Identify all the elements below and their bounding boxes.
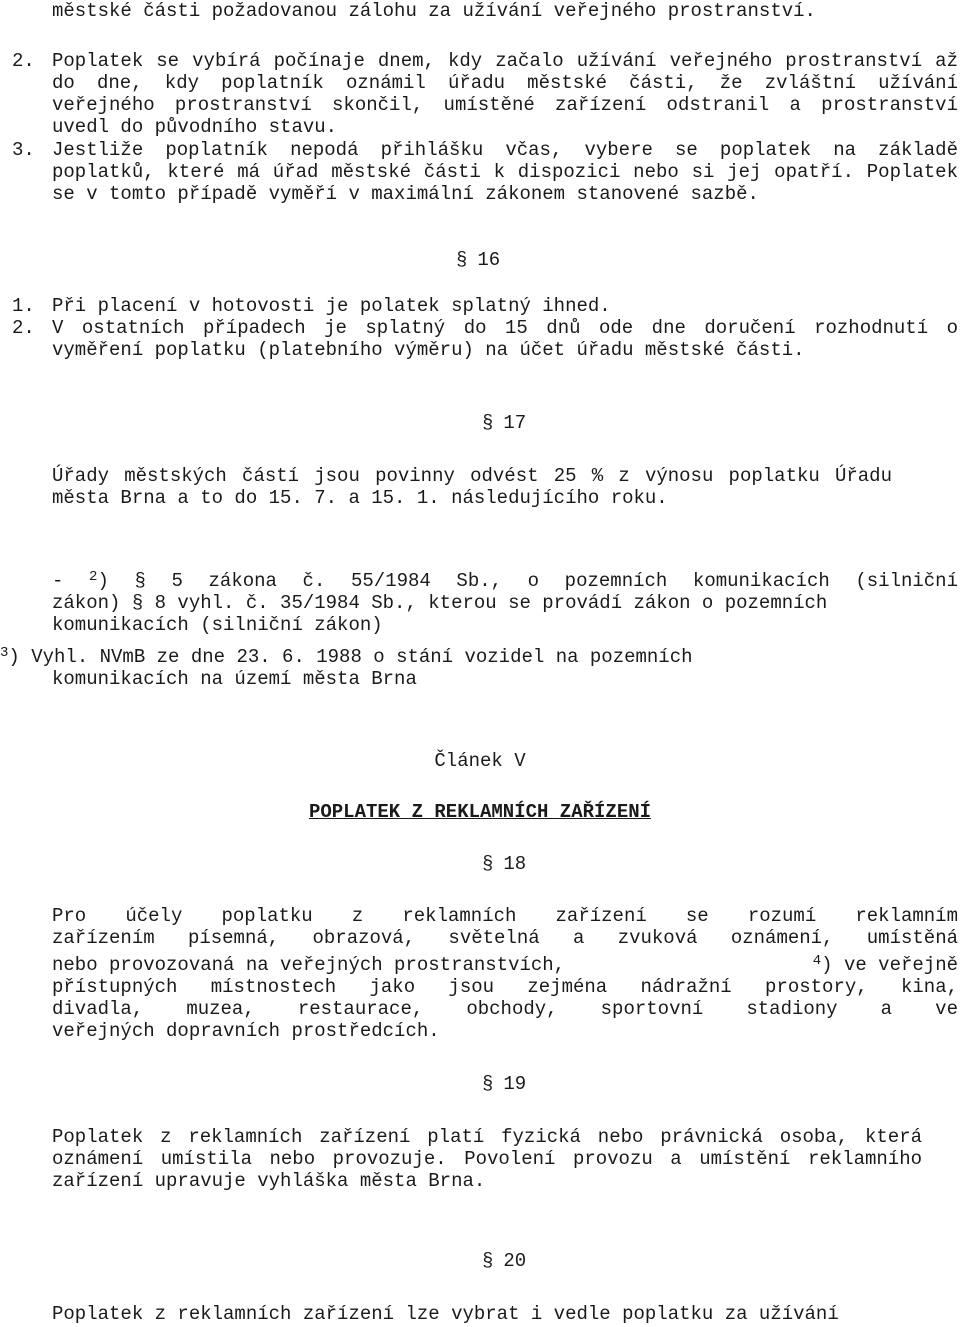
- footnote-line: zákon) § 8 vyhl. č. 35/1984 Sb., kterou se provádí zákon o pozemních: [52, 592, 828, 614]
- section-16-paragraph-2: [12, 317, 958, 361]
- paragraph-number: 2.: [12, 317, 35, 339]
- section-number: 17: [503, 412, 527, 434]
- paragraph-3: [12, 139, 958, 205]
- section-number: 18: [503, 853, 527, 875]
- paragraph-number: 2.: [12, 50, 35, 72]
- footnote-line: komunikacích na území města Brna: [52, 668, 417, 690]
- paragraph-number: 3.: [12, 139, 35, 161]
- footnote-mark: 2: [89, 569, 98, 585]
- section-16-paragraph-1: [12, 295, 958, 317]
- paragraph-text: Poplatek se vybírá počínaje dnem, kdy začalo užívání veřejného prostranství až do dne, kdy poplatník oznámil úřadu městské části, že zvláštní užívání veřejného prostranství skončil, umístěné zařízení odstranil a prostranství uvedl do původního stavu.: [52, 50, 958, 138]
- footnote-mark: 4: [812, 953, 822, 969]
- section-symbol: §: [482, 1073, 494, 1095]
- section-number: 19: [503, 1073, 527, 1095]
- footnote-line: ) § 5 zákona č. 55/1984 Sb., o pozemních komunikacích (silniční: [97, 570, 958, 592]
- section-number: 16: [477, 249, 501, 271]
- top-line: městské části požadovanou zálohu za užívání veřejného prostranství.: [52, 0, 816, 22]
- paragraph-text: Při placení v hotovosti je polatek splatný ihned.: [52, 295, 611, 317]
- section-20-text: Poplatek z reklamních zařízení lze vybrat i vedle poplatku za užívání: [52, 1303, 839, 1325]
- article-label: Článek V: [434, 750, 526, 772]
- section-symbol: §: [482, 412, 494, 434]
- article-title: POPLATEK Z REKLAMNÍCH ZAŘÍZENÍ: [308, 801, 652, 823]
- paragraph-text: V ostatních případech je splatný do 15 dnů ode dne doručení rozhodnutí o vyměření poplatku (platebního výměru) na účet úřadu městské části.: [52, 317, 958, 361]
- section-symbol: §: [482, 853, 494, 875]
- section-17-text: Úřady městských částí jsou povinny odvést 25 % z výnosu poplatku Úřadu města Brna a to do 15. 7. a 15. 1. následujícího roku.: [52, 465, 892, 509]
- section-17-heading: [482, 412, 526, 434]
- section-16-heading: [456, 249, 500, 271]
- section-symbol: §: [456, 249, 468, 271]
- section-symbol: §: [482, 1250, 494, 1272]
- footnote-line: komunikacích (silniční zákon): [52, 614, 383, 636]
- paragraph-2: [12, 50, 958, 138]
- text-line: nebo provozovaná na veřejných prostranstvích,: [52, 954, 566, 976]
- text-line: veřejných dopravních prostředcích.: [52, 1020, 440, 1042]
- footnote-line: ) Vyhl. NVmB ze dne 23. 6. 1988 o stání vozidel na pozemních: [8, 646, 693, 668]
- section-19-text: Poplatek z reklamních zařízení platí fyzická nebo právnická osoba, která oznámení umístila nebo provozuje. Povolení provozu a umístění reklamního zařízení upravuje vyhláška města Brna.: [52, 1126, 922, 1192]
- section-20-heading: [482, 1250, 526, 1272]
- text-line: divadla, muzea, restaurace, obchody, sportovní stadiony a ve: [52, 998, 958, 1020]
- paragraph-number: 1.: [12, 295, 35, 317]
- section-18-text: [52, 905, 958, 1042]
- paragraph-text: Jestliže poplatník nepodá přihlášku včas, vybere se poplatek na základě poplatků, které má úřad městské části k dispozici nebo si jej opatří. Poplatek se v tomto případě vyměří v maximální zákonem stanovené sazbě.: [52, 139, 958, 205]
- footnote-3: [0, 646, 958, 690]
- text-line: přístupných místnostech jako jsou zejména nádražní prostory, kina,: [52, 976, 958, 998]
- footnote-2: [52, 570, 958, 636]
- footnote-mark: 3: [0, 645, 9, 661]
- section-18-heading: [482, 853, 526, 875]
- section-19-heading: [482, 1073, 526, 1095]
- text-line: ) ve veřejně: [821, 954, 958, 976]
- footnote-dash: -: [52, 570, 64, 592]
- text-line: zařízením písemná, obrazová, světelná a zvuková oznámení, umístěná: [52, 927, 958, 949]
- section-number: 20: [503, 1250, 527, 1272]
- text-line: Pro účely poplatku z reklamních zařízení se rozumí reklamním: [52, 905, 958, 927]
